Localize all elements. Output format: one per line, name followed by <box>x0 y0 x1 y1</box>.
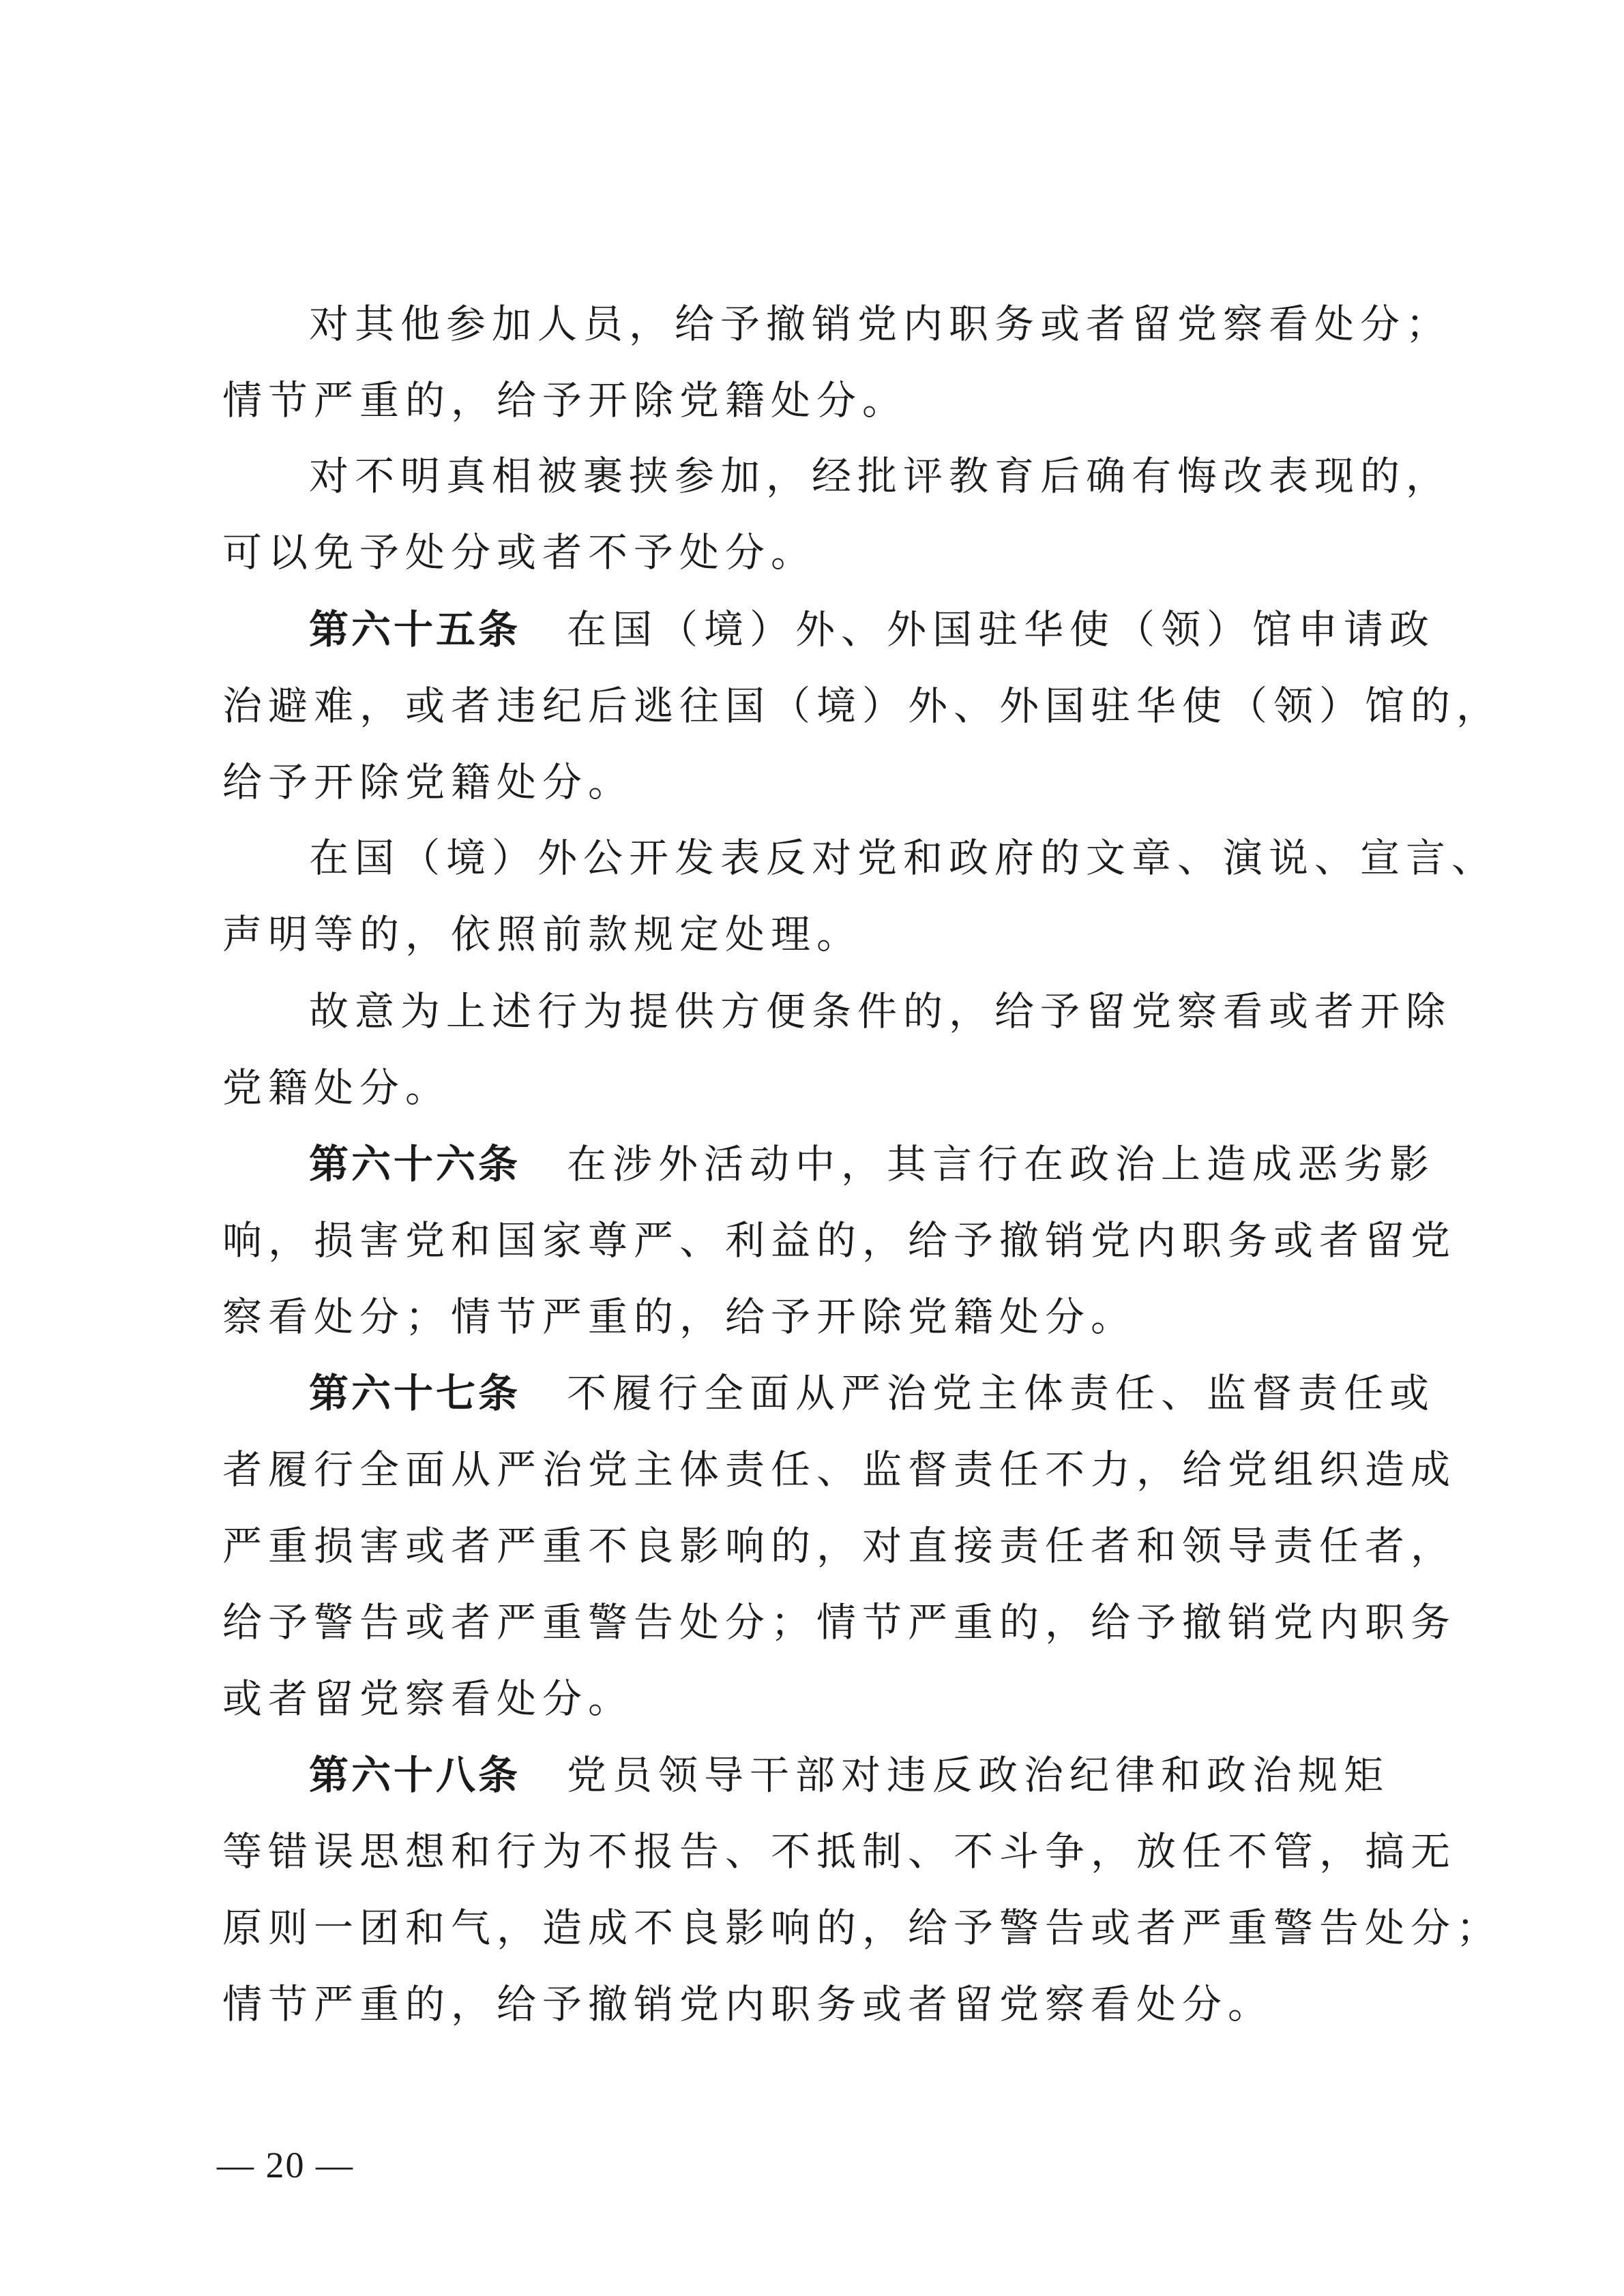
article-heading: 第六十六条 <box>309 1141 521 1187</box>
body-line: 党籍处分。 <box>222 1064 452 1111</box>
article-68-first-line <box>309 1748 1402 1802</box>
body-line: 或者留党察看处分。 <box>222 1675 634 1722</box>
body-line: 声明等的，依照前款规定处理。 <box>222 911 863 957</box>
body-line: 可以免予处分或者不予处分。 <box>222 529 817 576</box>
body-line: 察看处分；情节严重的，给予开除党籍处分。 <box>222 1294 1137 1340</box>
body-line: 给予开除党籍处分。 <box>222 759 634 805</box>
body-line: 响，损害党和国家尊严、利益的，给予撤销党内职务或者留党 <box>222 1217 1457 1264</box>
body-text: 不履行全面从严治党主体责任、监督责任或 <box>567 1370 1436 1416</box>
body-line: 对不明真相被裹挟参加，经批评教育后确有悔改表现的， <box>309 453 1452 499</box>
article-65-first-line <box>309 602 1436 657</box>
article-heading: 第六十五条 <box>309 606 521 653</box>
article-66-first-line <box>309 1137 1436 1191</box>
body-line: 治避难，或者违纪后逃往国（境）外、外国驻华使（领）馆的， <box>222 683 1503 729</box>
article-heading: 第六十八条 <box>309 1752 521 1798</box>
body-line: 给予警告或者严重警告处分；情节严重的，给予撤销党内职务 <box>222 1599 1457 1645</box>
body-line: 情节严重的，给予开除党籍处分。 <box>222 377 909 423</box>
article-heading: 第六十七条 <box>309 1370 521 1416</box>
body-text: 在涉外活动中，其言行在政治上造成恶劣影 <box>567 1141 1436 1187</box>
page-number: — 20 — <box>217 2145 354 2186</box>
article-67-first-line <box>309 1366 1436 1420</box>
body-text: 在国（境）外、外国驻华使（领）馆申请政 <box>567 606 1436 653</box>
body-line: 在国（境）外公开发表反对党和政府的文章、演说、宣言、 <box>309 835 1498 881</box>
body-line: 故意为上述行为提供方便条件的，给予留党察看或者开除 <box>309 988 1452 1034</box>
body-line: 情节严重的，给予撤销党内职务或者留党察看处分。 <box>222 1981 1274 2027</box>
body-text: 党员领导干部对违反政治纪律和政治规矩 <box>567 1752 1390 1798</box>
body-line: 者履行全面从严治党主体责任、监督责任不力，给党组织造成 <box>222 1446 1457 1493</box>
body-line: 等错误思想和行为不报告、不抵制、不斗争，放任不管，搞无 <box>222 1828 1457 1875</box>
body-line: 对其他参加人员，给予撤销党内职务或者留党察看处分； <box>309 301 1452 347</box>
body-line: 严重损害或者严重不良影响的，对直接责任者和领导责任者， <box>222 1523 1457 1569</box>
body-line: 原则一团和气，造成不良影响的，给予警告或者严重警告处分； <box>222 1905 1503 1951</box>
